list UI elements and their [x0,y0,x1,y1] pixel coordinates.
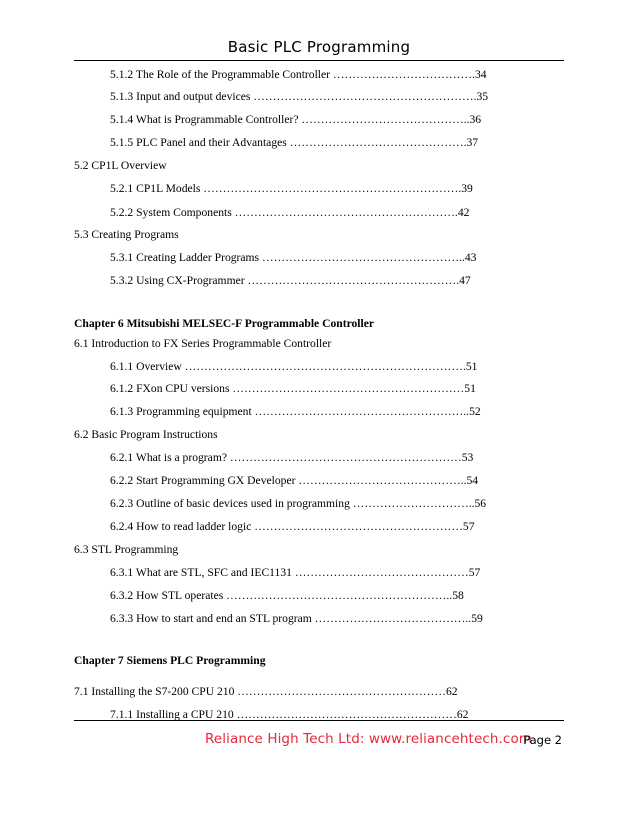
header-rule [74,60,564,61]
toc-entry-text: 5.2.1 CP1L Models ………………………………………………………….39 [110,182,473,195]
toc-entry-text: 6.2.1 What is a program? ……………………………………………………53 [110,451,474,464]
toc-entry-text: 6.1.1 Overview ……………………………………………………………….51 [110,360,478,373]
toc-entry-text: 6.2.2 Start Programming GX Developer ……………………………………..54 [110,474,479,487]
footer-rule [74,720,564,721]
toc-entry-text: 6.3.3 How to start and end an STL program …………………………………..59 [110,612,483,625]
toc-chapter-text: Chapter 7 Siemens PLC Programming [74,654,266,667]
toc-entry-text: 5.1.2 The Role of the Programmable Controller ……………………………….34 [110,68,487,81]
footer-site-text: Reliance High Tech Ltd: www.reliancehtech.com [205,731,533,747]
toc-entry-text: 5.3.2 Using CX-Programmer ……………………………………………….47 [110,274,471,287]
toc-entry-text: 6.2.4 How to read ladder logic ………………………………………………57 [110,520,475,533]
toc-chapter-text: Chapter 6 Mitsubishi MELSEC-F Programmable Controller [74,317,375,330]
toc-section-text: 6.3 STL Programming [74,543,179,556]
toc-entry-text: 5.1.4 What is Programmable Controller? ……………………………………..36 [110,113,482,126]
toc-section-text: 7.1 Installing the S7-200 CPU 210 ………………………………………………62 [74,685,458,698]
toc-entry-text: 5.3.1 Creating Ladder Programs ……………………………………………..43 [110,251,477,264]
toc-entry-text: 7.1.1 Installing a CPU 210 …………………………………………………62 [110,708,469,721]
toc-section-text: 5.3 Creating Programs [74,228,179,241]
toc-entry-text: 5.1.3 Input and output devices ………………………………………………….35 [110,90,489,103]
toc-section-text: 6.1 Introduction to FX Series Programmable Controller [74,337,332,350]
toc-entry-text: 5.1.5 PLC Panel and their Advantages ……………………………………….37 [110,136,479,149]
toc-entry-text: 6.2.3 Outline of basic devices used in programming …………………………..56 [110,497,487,510]
toc-entry-text: 5.2.2 System Components ………………………………………………….42 [110,206,470,219]
toc-entry-text: 6.3.1 What are STL, SFC and IEC1131 ………………………………………57 [110,566,481,579]
toc-entry-text: 6.3.2 How STL operates …………………………………………………..58 [110,589,464,602]
page-footer [0,731,638,749]
toc-section-text: 5.2 CP1L Overview [74,159,167,172]
toc-section-text: 6.2 Basic Program Instructions [74,428,218,441]
toc-entry-text: 6.1.2 FXon CPU versions ……………………………………………………51 [110,382,476,395]
footer-page-number: Page 2 [523,733,562,747]
toc-entry-text: 6.1.3 Programming equipment ………………………………………………..52 [110,405,481,418]
page-header-title: Basic PLC Programming [227,38,411,56]
